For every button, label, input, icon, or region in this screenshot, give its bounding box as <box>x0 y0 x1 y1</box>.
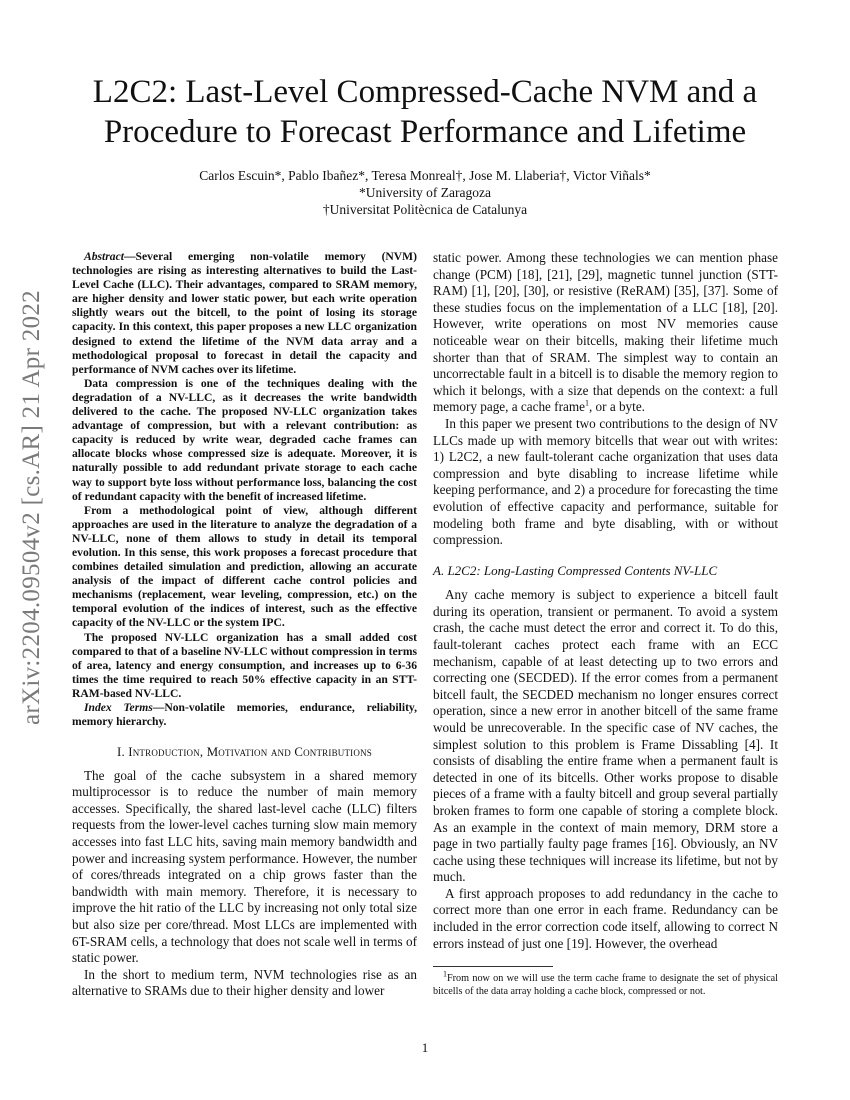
right-body <box>433 250 778 952</box>
affiliation-zaragoza: *University of Zaragoza <box>359 185 491 200</box>
abstract-paragraph-3: From a methodological point of view, although different approaches are used in the literature to analyze the degradation of a NV-LLC, none of them allows to study in detail its temporal evolution. In this sense, this work proposes a forecast procedure that combines detailed simulation and prediction, allowing an accurate analysis of the impact of different cache control policies and mechanisms (replacement, wear leveling, compression, etc.) on the temporal evolution of the indices of interest, such as the effective capacity of the NV-LLC or the system IPC. <box>72 503 417 630</box>
section-heading-introduction: I. Introduction, Motivation and Contributions <box>117 745 372 760</box>
abstract-label: Abstract <box>84 250 124 263</box>
left-column <box>72 250 417 1000</box>
right-column <box>433 250 778 998</box>
subsection-heading-l2c2: A. L2C2: Long-Lasting Compressed Contents NV-LLC <box>433 562 718 578</box>
affiliation-upc: †Universitat Politècnica de Catalunya <box>322 202 528 217</box>
title-line-2: Procedure to Forecast Performance and Lifetime <box>103 114 747 150</box>
intro-paragraph-1: The goal of the cache subsystem in a shared memory multiprocessor is to reduce the number of main memory accesses. Specifically, the shared last-level cache (LLC) filters requests from the lower-level caches turning slow main memory accesses into fast LLC hits, saving main memory bandwidth and power and increasing system performance. However, the number of cores/threads integrated on a chip grows faster than the bandwidth with main memory. Therefore, it is necessary to improve the hit ratio of the LLC by increasing not only total size but also size per core/thread. Most LLCs are implemented with 6T-SRAM cells, a technology that does not scale well in terms of static power. <box>72 767 417 966</box>
abstract-paragraph-2: Data compression is one of the techniques dealing with the degradation of a NV-LLC, as it decreases the write bandwidth delivered to the cache. The proposed NV-LLC organization takes advantage of compression, but with a relevant contribution: as capacity is reduced by write wear, degraded cache frames can allocate blocks whose compressed size is adequate. Moreover, it is naturally possible to add redundant private storage to each cache way to support byte loss without performance loss, balancing the cost of redundant capacity with the benefit of increased lifetime. <box>72 376 417 503</box>
page-number: 1 <box>421 1040 429 1055</box>
footnote-marker[interactable]: 1 <box>584 398 589 408</box>
footnote: $^1$From now on we will use the term cache frame to designate the set of physical bitcells of the data array holding a cache block, compressed or not. <box>433 969 778 997</box>
right-paragraph-2: In this paper we present two contributions to the design of NV LLCs made up with memory bitcells that wear out with writes: 1) L2C2, a new fault-tolerant cache organization that uses data compression and byte disabling to increase lifetime while keeping performance, and 2) a procedure for forecasting the time evolution of effective capacity and performance, suitable for modeling both frame and byte disabling, with or without compression. <box>433 415 778 548</box>
intro-body <box>72 768 417 1000</box>
author-block <box>60 167 790 218</box>
intro-paragraph-2: In the short to medium term, NVM technologies rise as an alternative to SRAMs due to their higher density and lower <box>72 966 417 999</box>
abstract-paragraph-4: The proposed NV-LLC organization has a small added cost compared to that of a baseline NV-LLC without compression in terms of area, latency and energy consumption, and increases up to 6-36 times the time required to reach 50% effective capacity in an STT-RAM-based NV-LLC. <box>72 630 417 700</box>
abstract-paragraph-1: Abstract—Several emerging non-volatile memory (NVM) technologies are rising as interesting alternatives to build the Last-Level Cache (LLC). Their advantages, compared to SRAM memory, are higher density and lower static power, but each write operation slightly wears out the bitcell, to the point of losing its storage capacity. In this context, this paper proposes a new LLC organization designed to extend the lifetime of the NVM data array and a methodological proposal to forecast in detail the capacity and performance of NVM caches over its lifetime. <box>72 250 417 376</box>
index-terms-label: Index Terms <box>84 701 153 714</box>
abstract <box>72 250 417 729</box>
arxiv-sidebar-stamp: arXiv:2204.09504v2 [cs.AR] 21 Apr 2022 <box>18 290 45 725</box>
title-line-1: L2C2: Last-Level Compressed-Cache NVM and a <box>92 74 758 110</box>
index-terms: Index Terms—Non-volatile memories, endurance, reliability, memory hierarchy. <box>72 701 417 729</box>
right-paragraph-1: static power. Among these technologies we can mention phase change (PCM) [18], [21], [29], magnetic tunnel junction (STT-RAM) [1], [20], [30], or resistive (ReRAM) [35], [37]. Some of these studies focus on the implementation of a LLC [18], [20]. However, write operations on most NV memories cause noticeable wear on their bitcells, making their lifetime much shorter than that of SRAM. The simplest way to contain an uncorrectable fault in a bitcell is to disable the memory region to which it belongs, with a size that depends on the context: a full memory page, a cache frame$^1$, or a byte. <box>433 250 778 415</box>
right-paragraph-4: A first approach proposes to add redundancy in the cache to correct more than one error in each frame. Redundancy can be included in the error correction code itself, allowing to correct N errors instead of just one [19]. However, the overhead <box>433 885 778 951</box>
right-paragraph-3: Any cache memory is subject to experience a bitcell fault during its operation, transient or permanent. To avoid a system crash, the cache must detect the error and correct it. To do this, fault-tolerant caches protect each frame with an ECC mechanism, capable of at least detecting up to two errors and correcting one (SECDED). If the error comes from a permanent bitcell fault, the SECDED mechanism no longer ensures correct operation, since a new error in another bitcell of the same frame would be unrecoverable. In the specific case of NV caches, the simplest solution to this problem is Frame Dissabling [4]. It consists of disabling the entire frame when a permanent fault is detected in one of its bitcells. Other works propose to disable pieces of a frame with a faulty bitcell and group several partially broken frames to form one capable of storing a complete block. As an example in the context of main memory, DRM store a page in two partially faulty page frames [16]. Obviously, an NV cache using these techniques will increase its lifetime, but not by much. <box>433 587 778 885</box>
paper-title <box>60 72 790 152</box>
footnote-divider <box>433 966 553 967</box>
author-list: Carlos Escuin*, Pablo Ibañez*, Teresa Monreal†, Jose M. Llaberia†, Victor Viñals* <box>199 168 651 183</box>
